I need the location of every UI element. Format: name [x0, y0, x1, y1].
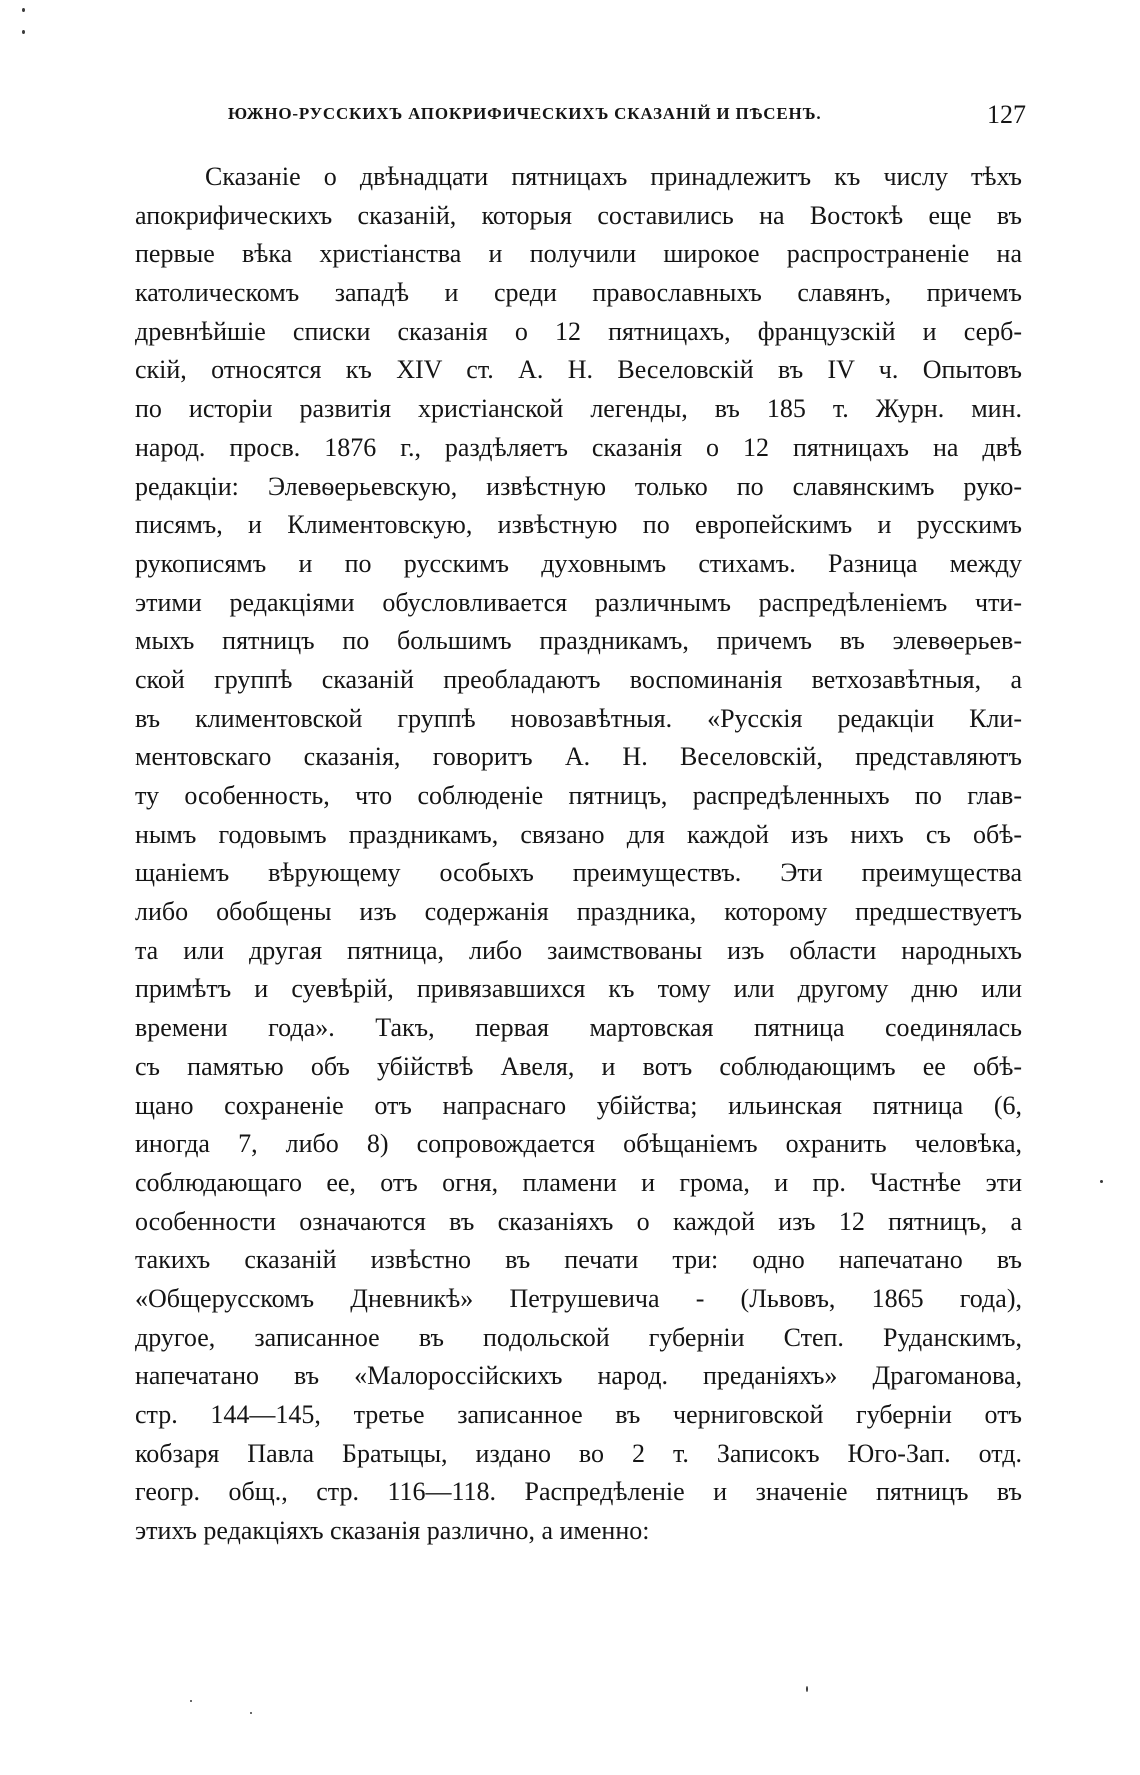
- text-line: народ. просв. 1876 г., раздѣляетъ сказанія о 12 пятницахъ на двѣ: [135, 432, 1022, 462]
- page-number: 127: [987, 100, 1026, 129]
- text-line: особенности означаются въ сказаніяхъ о каждой изъ 12 пятницъ, а: [135, 1206, 1022, 1236]
- text-line: по исторіи развитія христіанской легенды, въ 185 т. Журн. мин.: [135, 394, 1022, 424]
- text-line: первые вѣка христіанства и получили широкое распространеніе на: [135, 239, 1022, 269]
- text-line: рукописямъ и по русскимъ духовнымъ стихамъ. Разница между: [135, 548, 1022, 578]
- text-line: примѣтъ и суевѣрій, привязавшихся къ тому или другому дню или: [135, 974, 1022, 1004]
- text-line: Сказаніе о двѣнадцати пятницахъ принадлежитъ къ числу тѣхъ: [205, 162, 1022, 191]
- text-line: времени года». Такъ, первая мартовская пятница соединялась: [135, 1013, 1022, 1043]
- text-line: католическомъ западѣ и среди православныхъ славянъ, причемъ: [135, 278, 1022, 308]
- text-line: такихъ сказаній извѣстно въ печати три: одно напечатано въ: [135, 1245, 1022, 1275]
- text-line: древнѣйшіе списки сказанія о 12 пятницахъ, французскій и серб-: [135, 316, 1022, 346]
- text-line: писямъ, и Климентовскую, извѣстную по европейскимъ и русскимъ: [135, 510, 1022, 540]
- text-line: кобзаря Павла Братыцы, издано во 2 т. Записокъ Юго-Зап. отд.: [135, 1438, 1022, 1468]
- text-line: скій, относятся къ XIV ст. А. Н. Веселовскій въ IV ч. Опытовъ: [135, 355, 1022, 385]
- text-line: ской группѣ сказаній преобладаютъ воспоминанія ветхозавѣтныя, а: [135, 664, 1022, 694]
- text-line: либо обобщены изъ содержанія праздника, которому предшествуетъ: [135, 897, 1022, 927]
- text-line: редакціи: Элевѳерьевскую, извѣстную только по славянскимъ руко-: [135, 471, 1022, 501]
- text-line: апокрифическихъ сказаній, которыя составились на Востокѣ еще въ: [135, 200, 1022, 230]
- scan-speck: [1100, 1180, 1103, 1183]
- scan-speck: [22, 30, 25, 34]
- text-line: та или другая пятница, либо заимствованы изъ области народныхъ: [135, 935, 1022, 965]
- text-line: мыхъ пятницъ по большимъ праздникамъ, причемъ въ элевѳерьев-: [135, 626, 1022, 656]
- text-line: этими редакціями обусловливается различнымъ распредѣленіемъ чти-: [135, 587, 1022, 617]
- page-header: [228, 100, 1026, 140]
- text-line: съ памятью объ убійствѣ Авеля, и вотъ соблюдающимъ ее обѣ-: [135, 1051, 1022, 1081]
- text-line: напечатано въ «Малороссійскихъ народ. преданіяхъ» Драгоманова,: [135, 1361, 1022, 1391]
- text-line: въ климентовской группѣ новозавѣтныя. «Русскія редакціи Кли-: [135, 703, 1022, 733]
- text-line: щано сохраненіе отъ напраснаго убійства; ильинская пятница (6,: [135, 1090, 1022, 1120]
- text-line: нымъ годовымъ праздникамъ, связано для каждой изъ нихъ съ обѣ-: [135, 819, 1022, 849]
- text-line: геогр. общ., стр. 116—118. Распредѣленіе и значеніе пятницъ въ: [135, 1477, 1022, 1507]
- text-line: щаніемъ вѣрующему особыхъ преимуществъ. Эти преимущества: [135, 858, 1022, 888]
- running-title: ЮЖНО-РУССКИХЪ АПОКРИФИЧЕСКИХЪ СКАЗАНІЙ И ПѢСЕНЪ.: [228, 104, 822, 123]
- text-line: «Общерусскомъ Дневникѣ» Петрушевича - (Львовъ, 1865 года),: [135, 1283, 1022, 1313]
- text-line: другое, записанное въ подольской губерніи Степ. Руданскимъ,: [135, 1322, 1022, 1352]
- scan-speck: [22, 8, 25, 12]
- text-line: иногда 7, либо 8) сопровождается обѣщаніемъ охранить человѣка,: [135, 1129, 1022, 1159]
- text-line: ту особенность, что соблюденіе пятницъ, распредѣленныхъ по глав-: [135, 781, 1022, 810]
- text-line: этихъ редакціяхъ сказанія различно, а именно:: [135, 1516, 650, 1546]
- scan-speck: [190, 1700, 192, 1702]
- scan-speck: [250, 1712, 252, 1714]
- scan-speck: [806, 1686, 808, 1692]
- text-line: соблюдающаго ее, отъ огня, пламени и грома, и пр. Частнѣе эти: [135, 1167, 1022, 1197]
- text-line: стр. 144—145, третье записанное въ черниговской губерніи отъ: [135, 1400, 1022, 1429]
- text-line: ментовскаго сказанія, говоритъ А. Н. Веселовскій, представляютъ: [135, 742, 1022, 772]
- body-paragraph: [135, 158, 1022, 1551]
